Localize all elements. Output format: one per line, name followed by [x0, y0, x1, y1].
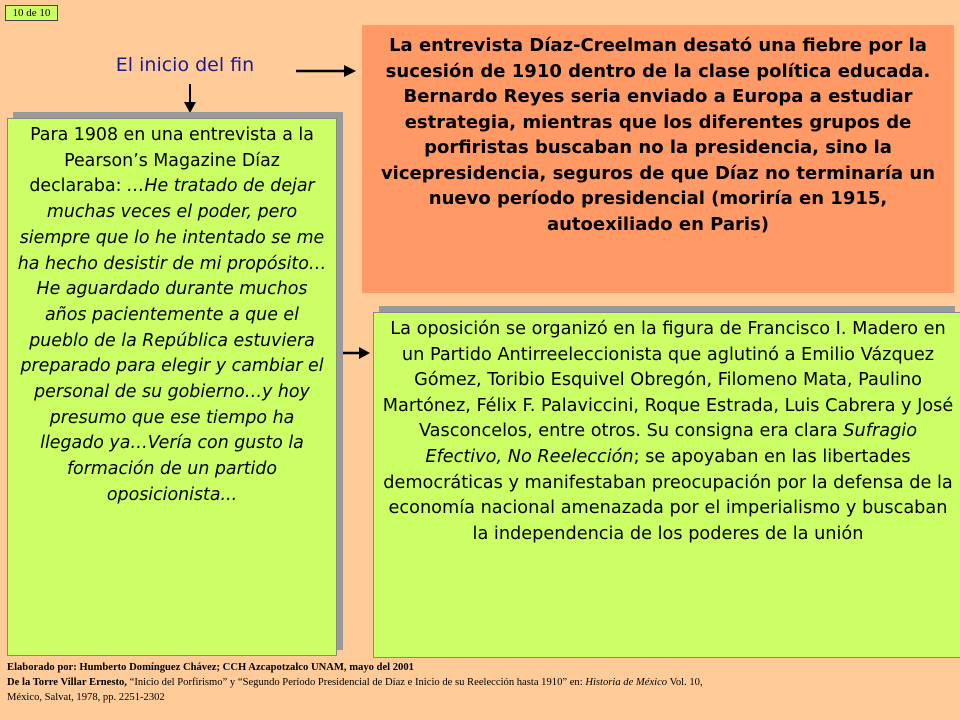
- slide-title: El inicio del fin: [115, 54, 255, 76]
- reference-author: De la Torre Villar Ernesto,: [7, 677, 127, 688]
- arrow-right-icon: [343, 345, 371, 361]
- credits-reference-line: [7, 675, 952, 690]
- oposicion-box: [373, 312, 960, 658]
- slogan-text: Sufragio Efectivo, No Reelección: [425, 421, 918, 467]
- sucesion-1910-box: [362, 25, 954, 293]
- oposicion-text-end: ; se apoyaban en las libertades democráticas y manifestaban preocupación por la defensa de la economía nacional amenazada por el imperialismo y buscaban la independencia de los poderes de la unión: [383, 446, 953, 544]
- oposicion-text-start: La oposición se organizó en la figura de Francisco I. Madero en un Partido Antirreeleccionista que aglutinó a Emilio Vázquez Gómez, Toribio Esquivel Obregón, Filomeno Mata, Paulino Martónez, Félix F. Palaviccini, Roque Estrada, Luis Cabrera y José Vasconcelos, entre otros. Su consigna era clara: [382, 319, 954, 442]
- diaz-interview-intro: Para 1908 en una entrevista a la Pearson’s Magazine Díaz declaraba:: [29, 125, 314, 197]
- credits: [7, 660, 952, 705]
- reference-volume: Vol. 10,: [667, 677, 703, 688]
- credits-author-line: Elaborado por: Humberto Domínguez Chávez; CCH Azcapotzalco UNAM, mayo del 2001: [7, 662, 414, 673]
- diaz-interview-quote: …He tratado de dejar muchas veces el poder, pero siempre que lo he intentado se me ha hecho desistir de mi propósito…He aguardado durante muchos años pacientemente a que el pueblo de la República estuviera preparado para elegir y cambiar el personal de su gobierno…y hoy presumo que ese tiempo ha llegado ya…Vería con gusto la formación de un partido oposicionista...: [17, 176, 327, 505]
- page-number-badge: 10 de 10: [5, 5, 58, 21]
- diaz-interview-box: [7, 118, 337, 656]
- reference-title: “Inicio del Porfirismo” y “Segundo Período Presidencial de Díaz e Inicio de su Reelección hasta 1910” en:: [126, 677, 586, 688]
- credits-publisher-line: México, Salvat, 1978, pp. 2251-2302: [7, 692, 165, 703]
- sucesion-1910-text: La entrevista Díaz-Creelman desató una fiebre por la sucesión de 1910 dentro de la clase política educada. Bernardo Reyes seria enviado a Europa a estudiar estrategia, mientras que los diferentes grupos de porfiristas buscaban no la presidencia, sino la vicepresidencia, seguros de que Díaz no terminaría un nuevo período presidencial (moriría en 1915, autoexiliado en Paris): [380, 35, 936, 235]
- arrow-down-icon: [182, 84, 198, 114]
- arrow-right-icon: [296, 63, 358, 79]
- reference-book: Historia de México: [585, 677, 668, 688]
